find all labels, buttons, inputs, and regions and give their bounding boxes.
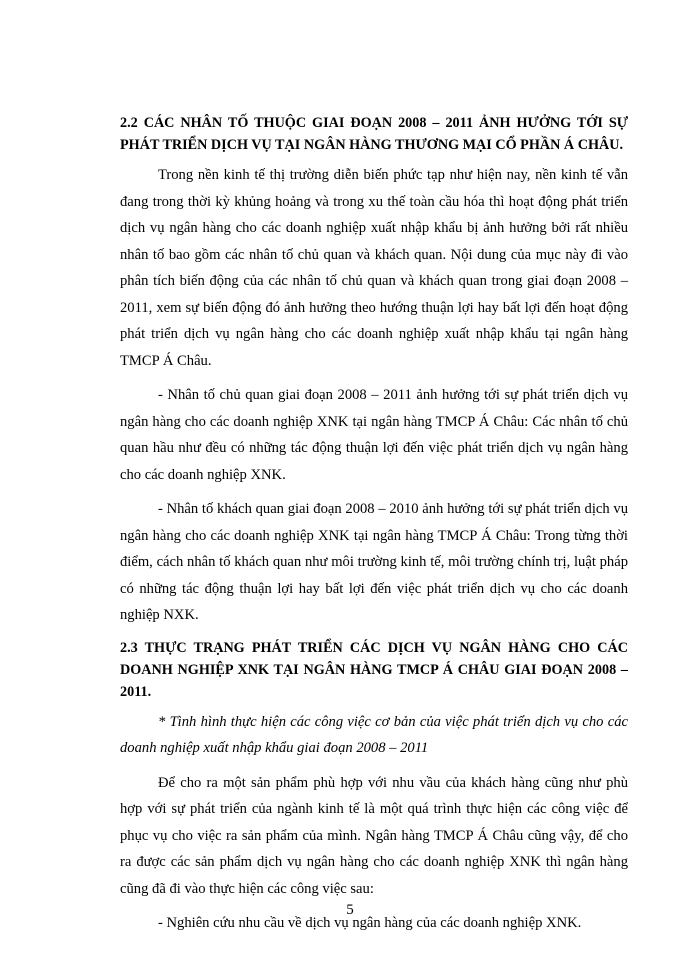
- page-number: 5: [346, 902, 354, 918]
- section-heading-2-2: 2.2 CÁC NHÂN TỐ THUỘC GIAI ĐOẠN 2008 – 2011 ẢNH HƯỞNG TỚI SỰ PHÁT TRIỂN DỊCH VỤ TẠI NGÂN HÀNG THƯƠNG MẠI CỔ PHẦN Á CHÂU.: [120, 115, 628, 153]
- paragraph-product-development: Để cho ra một sản phẩm phù hợp với nhu vầu của khách hàng cũng như phù hợp với sự phát triển của ngành kinh tế là một quá trình thực hiện các công việc để phục vụ cho việc ra sản phẩm của mình. Ngân hàng TMCP Á Châu cũng vậy, để cho ra được các sản phẩm dịch vụ ngân hàng cho các doanh nghiệp XNK thì ngân hàng cũng đã đi vào thực hiện các công việc sau:: [120, 774, 628, 897]
- paragraph-research-needs: - Nghiên cứu nhu cầu về dịch vụ ngân hàng của các doanh nghiệp XNK.: [158, 915, 582, 931]
- paragraph-intro: Trong nền kinh tế thị trường diễn biến phức tạp như hiện nay, nền kinh tế vẫn đang trong thời kỳ khủng hoảng và trong xu thế toàn cầu hóa thì hoạt động phát triển dịch vụ ngân hàng cho các doanh nghiệp xuất nhập khẩu bị ảnh hưởng bởi rất nhiều nhân tố bao gồm các nhân tố chủ quan và khách quan. Nội dung của mục này đi vào phân tích biến động của các nhân tố chủ quan và khách quan trong giai đoạn 2008 – 2011, xem sự biến động đó ảnh hưởng theo hướng thuận lợi hay bất lợi đến hoạt động phát triển dịch vụ ngân hàng cho các doanh nghiệp xuất nhập khẩu tại ngân hàng TMCP Á Châu.: [120, 167, 628, 369]
- italic-subheading: * Tình hình thực hiện các công việc cơ bản của việc phát triển dịch vụ cho các doanh nghiệp xuất nhập khẩu giai đoạn 2008 – 2011: [120, 713, 628, 756]
- page-body: [120, 112, 628, 945]
- section-heading-2-3: 2.3 THỰC TRẠNG PHÁT TRIỂN CÁC DỊCH VỤ NGÂN HÀNG CHO CÁC DOANH NGHIỆP XNK TẠI NGÂN HÀNG TMCP Á CHÂU GIAI ĐOẠN 2008 – 2011.: [120, 639, 628, 700]
- paragraph-objective-factors: - Nhân tố khách quan giai đoạn 2008 – 2010 ảnh hưởng tới sự phát triển dịch vụ ngân hàng cho các doanh nghiệp XNK tại ngân hàng TMCP Á Châu: Trong từng thời điểm, cách nhân tố khách quan như môi trường kinh tế, môi trường chính trị, luật pháp có những tác động thuận lợi hay bất lợi đến việc phát triển dịch vụ cho các doanh nghiệp NXK.: [120, 501, 628, 623]
- paragraph-subjective-factors: - Nhân tố chủ quan giai đoạn 2008 – 2011 ảnh hưởng tới sự phát triển dịch vụ ngân hàng cho các doanh nghiệp XNK tại ngân hàng TMCP Á Châu: Các nhân tố chủ quan hầu như đều có những tác động thuận lợi đến việc phát triển dịch vụ ngân hàng cho các doanh nghiệp XNK.: [120, 387, 628, 483]
